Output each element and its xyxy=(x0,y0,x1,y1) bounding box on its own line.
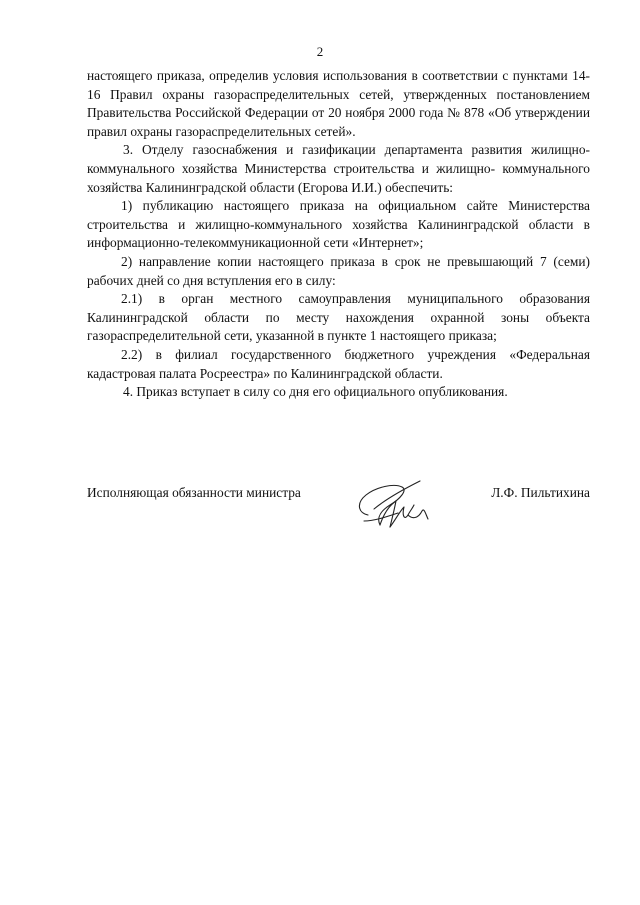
handwritten-signature xyxy=(350,475,440,537)
text-line: 20 ноября 2000 года № 878 «Об утверждении правил охраны xyxy=(87,105,590,139)
text-line: настоящего приказа, определив условия использования в соответствии xyxy=(87,68,498,83)
document-body xyxy=(87,67,590,402)
text-line: Министерства строительства и жилищно-коммунального хозяйства xyxy=(87,198,590,232)
text-line: кадастровая палата Росреестра» по Калининградской области. xyxy=(87,365,443,381)
text-line: 2.1) в орган местного самоуправления муниципального образования xyxy=(121,291,590,307)
text-line: 4. Приказ вступает в силу со дня его официального опубликования. xyxy=(123,384,508,400)
text-line: 7 (семи) рабочих дней со дня вступления его в силу: xyxy=(87,253,590,288)
text-line: обеспечить: xyxy=(385,179,454,195)
text-line: 2) направление копии настоящего приказа в срок не превышающий xyxy=(121,253,534,269)
paragraph-subitem-2-2 xyxy=(87,346,590,383)
signature-block xyxy=(87,475,590,545)
page-number: 2 xyxy=(316,44,324,59)
paragraph-item-3 xyxy=(87,141,590,197)
signatory-name: Л.Ф. Пильтихина xyxy=(491,485,590,500)
text-line: 3. Отделу газоснабжения и газификации департамента развития xyxy=(123,142,523,158)
text-line: газораспределительной сети, указанной в пункте 1 настоящего приказа; xyxy=(87,328,497,344)
text-line: «Интернет»; xyxy=(351,235,424,251)
signatory-title: Исполняющая обязанности министра xyxy=(87,485,301,500)
text-line: с пунктами 14-16 Правил охраны газораспределительных сетей, xyxy=(87,68,590,102)
text-line: Калининградской области в информационно-телекоммуникационной сети xyxy=(87,216,590,251)
paragraph-intro xyxy=(87,67,590,141)
paragraph-subitem-2-1 xyxy=(87,290,590,346)
text-line: 1) публикацию настоящего приказа на официальном сайте xyxy=(121,198,498,214)
text-line: 2.2) в филиал государственного бюджетного учреждения «Федеральная xyxy=(121,346,590,362)
paragraph-subitem-2 xyxy=(87,253,590,290)
text-line: коммунального хозяйства Калининградской области (Егорова И.И.) xyxy=(87,160,590,195)
paragraph-item-4 xyxy=(87,383,590,402)
text-line: утвержденных постановлением Правительства Российской Федерации от xyxy=(87,86,590,121)
text-line: газораспределительных сетей». xyxy=(175,123,356,139)
text-line: Калининградской области по месту нахождения охранной зоны объекта xyxy=(87,309,590,325)
paragraph-subitem-1 xyxy=(87,197,590,253)
text-line: жилищно-коммунального хозяйства Министерства строительства и жилищно- xyxy=(87,142,590,176)
